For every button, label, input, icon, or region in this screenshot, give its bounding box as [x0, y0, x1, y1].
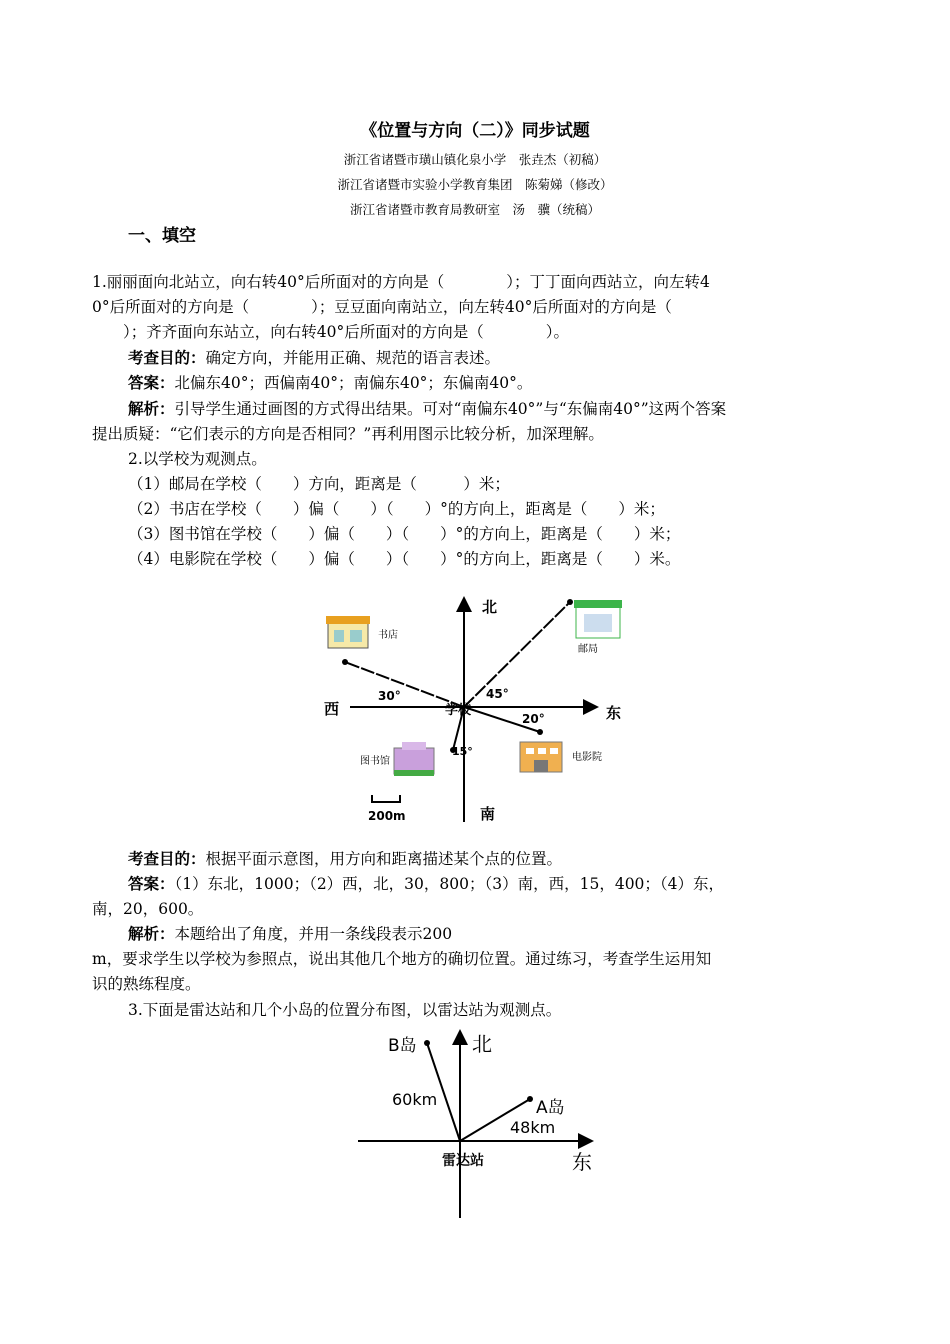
shop-building-icon: [326, 616, 370, 648]
a-island-label: A岛: [536, 1098, 565, 1118]
ray-to-post: [464, 602, 570, 707]
angle-30: 30°: [378, 689, 401, 703]
section-heading: 一、填空: [128, 226, 196, 246]
fig1-east-label: 东: [606, 704, 622, 722]
q2-analysis-text-3: 识的熟练程度。: [92, 975, 201, 993]
q2-sub-3: （3）图书馆在学校（ ）偏（ ）（ ）°的方向上，距离是（ ）米；: [128, 525, 681, 543]
fig1-center-label: 学校: [445, 703, 472, 718]
q2-answer: [128, 873, 724, 895]
cinema-point: [537, 729, 543, 735]
q1-answer: [128, 372, 532, 394]
q1-answer-text: 北偏东40°；西偏南40°；南偏东40°；东偏南40°。: [174, 374, 533, 392]
q1-line-3: ）；齐齐面向东站立，向右转40°后所面对的方向是（ ）。: [92, 323, 569, 341]
q2-purpose-label: 考查目的：: [128, 849, 206, 868]
radar-station-map: [350, 1025, 610, 1225]
scale-label: 200m: [368, 809, 406, 823]
q1-analysis: [128, 398, 726, 420]
fig1-west-label: 西: [324, 700, 340, 718]
author-line-3: 浙江省诸暨市教育局教研室 汤 骥（统稿）: [349, 202, 600, 217]
q2-purpose: [128, 848, 562, 870]
author-line-1: 浙江省诸暨市璜山镇化泉小学 张垚杰（初稿）: [343, 152, 607, 167]
q2-analysis: [128, 923, 452, 945]
q1-line-2: 0°后所面对的方向是（ ）；豆豆面向南站立，向左转40°后所面对的方向是（: [92, 298, 672, 316]
author-line-2: 浙江省诸暨市实验小学教育集团 陈菊娣（修改）: [337, 177, 613, 192]
angle-45: 45°: [486, 687, 509, 701]
post-label: 邮局: [578, 644, 598, 655]
q2-analysis-text-2: m，要求学生以学校为参照点，说出其他几个地方的确切位置。通过练习，考查学生运用知: [92, 950, 712, 968]
q1-analysis-label: 解析：: [128, 399, 175, 418]
angle-15: 15°: [452, 745, 473, 758]
q1-answer-label: 答案：: [128, 373, 175, 392]
fig1-south-label: 南: [480, 805, 496, 823]
q1-purpose: [128, 347, 500, 369]
q1-analysis-text-2: 提出质疑：“它们表示的方向是否相同？”再利用图示比较分析，加深理解。: [92, 425, 604, 443]
shop-label: 书店: [378, 630, 398, 641]
library-label: 图书馆: [360, 756, 390, 767]
a-island-point: [527, 1096, 533, 1102]
shop-point: [342, 659, 348, 665]
q1-analysis-text-1: 引导学生通过画图的方式得出结果。可对“南偏东40°”与“东偏南40°”这两个答案: [174, 400, 727, 418]
q2-answer-text-2: 南，20，600。: [92, 900, 204, 918]
q2-sub-1: （1）邮局在学校（ ）方向，距离是（ ）米；: [128, 475, 510, 493]
ray-to-shop: [345, 662, 464, 707]
fig2-center-label: 雷达站: [442, 1153, 484, 1169]
q3-intro: 3.下面是雷达站和几个小岛的位置分布图，以雷达站为观测点。: [128, 1001, 562, 1019]
q2-sub-2: （2）书店在学校（ ）偏（ ）（ ）°的方向上，距离是（ ）米；: [128, 500, 665, 518]
scale-bar: [372, 795, 400, 802]
library-building-icon: [394, 742, 434, 776]
fig2-north-label: 北: [472, 1032, 492, 1056]
post-point: [567, 599, 573, 605]
q1-purpose-text: 确定方向，并能用正确、规范的语言表述。: [205, 349, 501, 367]
q2-analysis-text-1: 本题给出了角度，并用一条线段表示200: [174, 925, 453, 943]
q2-analysis-label: 解析：: [128, 924, 175, 943]
b-island-point: [424, 1040, 430, 1046]
q1-purpose-label: 考查目的：: [128, 348, 206, 367]
cinema-label: 电影院: [572, 752, 602, 763]
b-island-label: B岛: [388, 1036, 417, 1056]
q2-intro: 2.以学校为观测点。: [128, 450, 267, 468]
fig2-east-label: 东: [572, 1150, 592, 1174]
school-direction-map: [310, 590, 640, 830]
q2-answer-label: 答案：: [128, 874, 175, 893]
b-distance-label: 60km: [392, 1090, 438, 1109]
q1-line-1: 1.丽丽面向北站立，向右转40°后所面对的方向是（ ）；丁丁面向西站立，向左转4: [92, 273, 710, 291]
angle-20: 20°: [522, 712, 545, 726]
fig1-north-label: 北: [482, 598, 498, 616]
q2-purpose-text: 根据平面示意图，用方向和距离描述某个点的位置。: [205, 850, 563, 868]
cinema-building-icon: [520, 742, 562, 772]
post-office-icon: [574, 600, 622, 638]
q2-sub-4: （4）电影院在学校（ ）偏（ ）（ ）°的方向上，距离是（ ）米。: [128, 550, 681, 568]
doc-title: 《位置与方向（二）》同步试题: [360, 121, 590, 141]
q2-answer-text-1: （1）东北，1000；（2）西，北，30，800；（3）南，西，15，400；（4）东，: [174, 875, 725, 893]
a-distance-label: 48km: [510, 1118, 556, 1137]
